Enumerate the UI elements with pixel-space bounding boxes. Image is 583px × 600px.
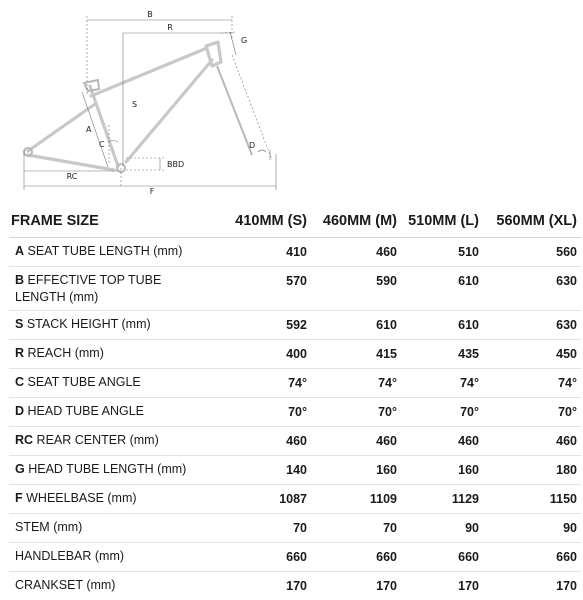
table-row bbox=[9, 426, 581, 455]
measurement-label bbox=[9, 237, 219, 266]
measurement-label bbox=[9, 368, 219, 397]
chain-stay bbox=[28, 155, 114, 170]
measurement-code: D bbox=[15, 403, 25, 418]
frame-geometry-diagram bbox=[0, 0, 583, 200]
value-cell-l: 160 bbox=[401, 455, 483, 484]
measurement-name: REACH (mm) bbox=[24, 345, 104, 360]
value-cell-s: 660 bbox=[219, 542, 311, 571]
measurement-label bbox=[9, 571, 219, 600]
label-r: R bbox=[167, 23, 173, 32]
value-cell-l: 435 bbox=[401, 339, 483, 368]
measurement-label bbox=[9, 310, 219, 339]
value-cell-l: 74° bbox=[401, 368, 483, 397]
value-cell-s: 400 bbox=[219, 339, 311, 368]
value-cell-m: 160 bbox=[311, 455, 401, 484]
label-a: A bbox=[86, 125, 92, 134]
value-cell-m: 660 bbox=[311, 542, 401, 571]
measurement-code: F bbox=[15, 490, 23, 505]
table-row bbox=[9, 310, 581, 339]
table-row bbox=[9, 513, 581, 542]
value-cell-s: 170 bbox=[219, 571, 311, 600]
fork bbox=[217, 66, 252, 155]
measurement-name: HEAD TUBE LENGTH (mm) bbox=[24, 461, 187, 476]
value-cell-xl: 630 bbox=[483, 310, 581, 339]
measurement-label bbox=[9, 266, 219, 310]
value-cell-xl: 170 bbox=[483, 571, 581, 600]
table-header-row bbox=[9, 205, 581, 237]
value-cell-xl: 1150 bbox=[483, 484, 581, 513]
value-cell-s: 460 bbox=[219, 426, 311, 455]
value-cell-l: 660 bbox=[401, 542, 483, 571]
value-cell-s: 570 bbox=[219, 266, 311, 310]
value-cell-m: 610 bbox=[311, 310, 401, 339]
value-cell-m: 70° bbox=[311, 397, 401, 426]
measurement-name: EFFECTIVE TOP TUBE LENGTH (mm) bbox=[15, 272, 165, 304]
label-s: S bbox=[132, 100, 138, 109]
table-row bbox=[9, 339, 581, 368]
value-cell-xl: 74° bbox=[483, 368, 581, 397]
value-cell-s: 410 bbox=[219, 237, 311, 266]
measurement-code: B bbox=[15, 272, 25, 287]
bike-frame-outline bbox=[28, 42, 221, 170]
value-cell-l: 460 bbox=[401, 426, 483, 455]
value-cell-m: 74° bbox=[311, 368, 401, 397]
table-row bbox=[9, 542, 581, 571]
measurement-code: R bbox=[15, 345, 25, 360]
measurement-code: RC bbox=[15, 432, 34, 447]
value-cell-s: 592 bbox=[219, 310, 311, 339]
measurement-code: C bbox=[15, 374, 25, 389]
measurement-label bbox=[9, 426, 219, 455]
measurement-code: S bbox=[15, 316, 24, 331]
value-cell-l: 90 bbox=[401, 513, 483, 542]
measurement-name: REAR CENTER (mm) bbox=[33, 432, 159, 447]
value-cell-l: 510 bbox=[401, 237, 483, 266]
measurement-name: SEAT TUBE LENGTH (mm) bbox=[24, 243, 183, 258]
frame-size-header: FRAME SIZE bbox=[9, 205, 219, 237]
value-cell-s: 70° bbox=[219, 397, 311, 426]
table-row bbox=[9, 237, 581, 266]
measurement-label bbox=[9, 484, 219, 513]
table-row bbox=[9, 266, 581, 310]
dimension-lines bbox=[24, 16, 276, 190]
measurement-name: SEAT TUBE ANGLE bbox=[24, 374, 141, 389]
measurement-name: STACK HEIGHT (mm) bbox=[23, 316, 151, 331]
value-cell-s: 1087 bbox=[219, 484, 311, 513]
value-cell-xl: 450 bbox=[483, 339, 581, 368]
measurement-code: A bbox=[15, 243, 25, 258]
dim-g bbox=[230, 32, 236, 55]
dim-d bbox=[258, 150, 266, 152]
label-c: C bbox=[99, 140, 105, 149]
measurement-label bbox=[9, 455, 219, 484]
value-cell-xl: 70° bbox=[483, 397, 581, 426]
label-d: D bbox=[249, 141, 256, 150]
value-cell-xl: 90 bbox=[483, 513, 581, 542]
table-row bbox=[9, 368, 581, 397]
value-cell-xl: 660 bbox=[483, 542, 581, 571]
measurement-label bbox=[9, 339, 219, 368]
value-cell-s: 74° bbox=[219, 368, 311, 397]
measurement-code: G bbox=[15, 461, 25, 476]
measurement-name: STEM (mm) bbox=[15, 519, 83, 534]
value-cell-xl: 180 bbox=[483, 455, 581, 484]
seat-tube bbox=[90, 86, 118, 166]
measurement-name: WHEELBASE (mm) bbox=[22, 490, 137, 505]
label-g: G bbox=[241, 36, 248, 45]
size-header-s: 410MM (S) bbox=[219, 205, 311, 237]
table-row bbox=[9, 455, 581, 484]
measurement-name: CRANKSET (mm) bbox=[15, 577, 116, 592]
measurement-label bbox=[9, 542, 219, 571]
value-cell-l: 610 bbox=[401, 310, 483, 339]
value-cell-xl: 460 bbox=[483, 426, 581, 455]
measurement-label bbox=[9, 513, 219, 542]
geometry-table-body bbox=[9, 237, 581, 600]
value-cell-l: 1129 bbox=[401, 484, 483, 513]
measurement-name: HANDLEBAR (mm) bbox=[15, 548, 125, 563]
label-b: B bbox=[147, 10, 153, 19]
value-cell-m: 70 bbox=[311, 513, 401, 542]
value-cell-m: 415 bbox=[311, 339, 401, 368]
label-bbd: BBD bbox=[167, 160, 185, 169]
value-cell-s: 140 bbox=[219, 455, 311, 484]
label-f: F bbox=[149, 187, 155, 196]
value-cell-l: 610 bbox=[401, 266, 483, 310]
label-rc: RC bbox=[66, 172, 78, 181]
value-cell-m: 590 bbox=[311, 266, 401, 310]
size-header-xl: 560MM (XL) bbox=[483, 205, 581, 237]
table-row bbox=[9, 397, 581, 426]
table-row bbox=[9, 571, 581, 600]
value-cell-m: 460 bbox=[311, 237, 401, 266]
value-cell-xl: 630 bbox=[483, 266, 581, 310]
value-cell-m: 460 bbox=[311, 426, 401, 455]
measurement-name: HEAD TUBE ANGLE bbox=[24, 403, 144, 418]
size-header-l: 510MM (L) bbox=[401, 205, 483, 237]
seat-stay bbox=[28, 104, 95, 151]
value-cell-xl: 560 bbox=[483, 237, 581, 266]
value-cell-s: 70 bbox=[219, 513, 311, 542]
value-cell-l: 70° bbox=[401, 397, 483, 426]
geometry-table bbox=[9, 205, 581, 600]
size-header-m: 460MM (M) bbox=[311, 205, 401, 237]
value-cell-l: 170 bbox=[401, 571, 483, 600]
value-cell-m: 1109 bbox=[311, 484, 401, 513]
value-cell-m: 170 bbox=[311, 571, 401, 600]
measurement-label bbox=[9, 397, 219, 426]
table-row bbox=[9, 484, 581, 513]
